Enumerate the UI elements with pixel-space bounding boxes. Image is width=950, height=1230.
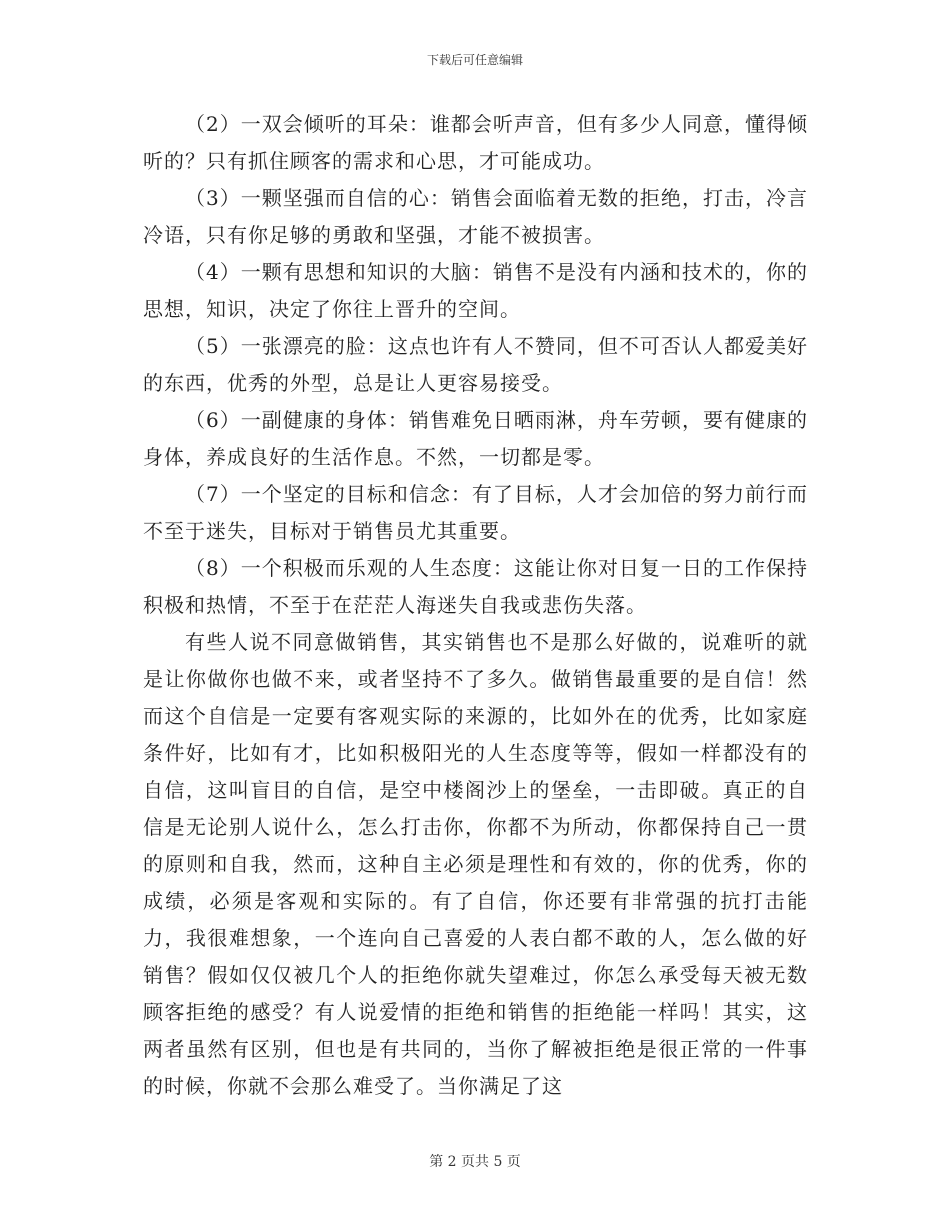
paragraph-confidence: 有些人说不同意做销售，其实销售也不是那么好做的，说难听的就是让你做你也做不来，或者坚持不了多久。做销售最重要的是自信！然而这个自信是一定要有客观实际的来源的，比如外在的优秀，比如家庭条件好，比如有才，比如积极阳光的人生态度等等，假如一样都没有的自信，这叫盲目的自信，是空中楼阁沙上的堡垒，一击即破。真正的自信是无论别人说什么，怎么打击你，你都不为所动，你都保持自己一贯的原则和自我，然而，这种自主必须是理性和有效的，你的优秀，你的成绩，必须是客观和实际的。有了自信，你还要有非常强的抗打击能力，我很难想象，一个连向自己喜爱的人表白都不敢的人，怎么做的好销售？假如仅仅被几个人的拒绝你就失望难过，你怎么承受每天被无数顾客拒绝的感受？有人说爱情的拒绝和销售的拒绝能一样吗！其实，这两者虽然有区别，但也是有共同的，当你了解被拒绝是很正常的一件事的时候，你就不会那么难受了。当你满足了这 (143, 630, 808, 1098)
paragraph-item-6: （6）一副健康的身体：销售难免日晒雨淋，舟车劳顿，要有健康的身体，养成良好的生活作息。不然，一切都是零。 (143, 408, 808, 469)
page-header: 下载后可任意编辑 (426, 53, 523, 67)
page-footer: 第 2 页共 5 页 (429, 1154, 521, 1170)
paragraph-item-8: （8）一个积极而乐观的人生态度：这能让你对日复一日的工作保持积极和热情，不至于在茫茫人海迷失自我或悲伤失落。 (143, 556, 808, 617)
paragraph-item-3: （3）一颗坚强而自信的心：销售会面临着无数的拒绝，打击，冷言冷语，只有你足够的勇敢和坚强，才能不被损害。 (143, 186, 808, 247)
paragraph-item-5: （5）一张漂亮的脸：这点也许有人不赞同，但不可否认人都爱美好的东西，优秀的外型，总是让人更容易接受。 (143, 334, 808, 395)
document-body (143, 106, 808, 1105)
paragraph-item-4: （4）一颗有思想和知识的大脑：销售不是没有内涵和技术的，你的思想，知识，决定了你往上晋升的空间。 (143, 260, 808, 321)
paragraph-item-2: （2）一双会倾听的耳朵：谁都会听声音，但有多少人同意，懂得倾听的？只有抓住顾客的需求和心思，才可能成功。 (143, 112, 808, 173)
paragraph-item-7: （7）一个坚定的目标和信念：有了目标，人才会加倍的努力前行而不至于迷失，目标对于销售员尤其重要。 (143, 482, 808, 543)
